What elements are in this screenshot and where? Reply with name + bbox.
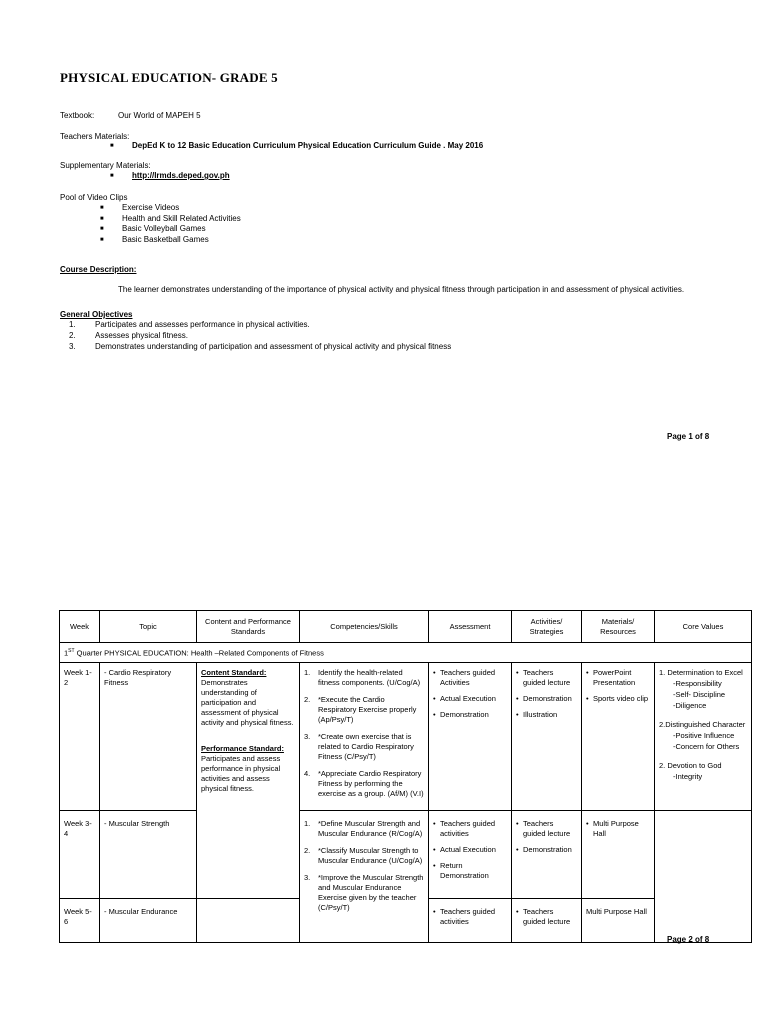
list-item: • Teachers guided lecture bbox=[516, 819, 577, 839]
table-row bbox=[60, 810, 752, 898]
list-item: ■ Basic Basketball Games bbox=[100, 234, 209, 244]
standards-empty-cell bbox=[197, 898, 300, 942]
competencies-cell bbox=[300, 662, 429, 810]
list-item: ■ Exercise Videos bbox=[100, 203, 180, 212]
square-bullet-icon: ■ bbox=[100, 215, 104, 222]
column-header: Content and Performance Standards bbox=[197, 611, 300, 643]
square-bullet-icon: ■ bbox=[100, 226, 104, 232]
list-item: 2. *Execute the Cardio Respiratory Exercise properly (Ap/Psy/T) bbox=[304, 694, 417, 724]
column-header: Core Values bbox=[655, 611, 752, 643]
list-item: 1. Participates and assesses performance in physical activities. bbox=[69, 320, 310, 329]
table-header-row bbox=[60, 611, 752, 643]
list-item: • Teachers guided activities bbox=[433, 819, 507, 839]
textbook-value: Our World of MAPEH 5 bbox=[118, 111, 201, 120]
list-item: • Teachers guided lecture bbox=[516, 668, 577, 688]
list-item: • Illustration bbox=[516, 710, 577, 720]
competencies-cell bbox=[300, 810, 429, 942]
table-row bbox=[60, 662, 752, 810]
page-number: Page 1 of 8 bbox=[667, 432, 710, 441]
supplementary-label: Supplementary Materials: bbox=[60, 161, 151, 170]
topic-cell: - Muscular Strength bbox=[100, 810, 197, 898]
week-cell: Week 1-2 bbox=[60, 662, 100, 810]
course-description-label: Course Description: bbox=[60, 265, 137, 274]
general-objectives-label: General Objectives bbox=[60, 310, 133, 319]
core-values-empty-cell bbox=[655, 810, 752, 942]
activities-cell bbox=[512, 898, 582, 942]
textbook-label: Textbook: bbox=[60, 111, 95, 120]
list-item: • Demonstration bbox=[516, 694, 577, 704]
list-item: • Teachers guided activities bbox=[433, 907, 507, 927]
column-header: Competencies/Skills bbox=[300, 611, 429, 643]
course-description-text: The learner demonstrates understanding of the importance of physical activity and physical fitness through participation in and assessment of physical activities. bbox=[118, 285, 685, 294]
list-item: • Return Demonstration bbox=[433, 861, 507, 881]
standards-cell: Content Standard: Demonstrates understanding of participation and assessment of physical activity and physical fitness. Performance Standard: Participates and assess performance in physical activities and assess physical fitness. bbox=[197, 662, 300, 898]
week-cell: Week 5-6 bbox=[60, 898, 100, 942]
pool-list bbox=[100, 203, 241, 245]
supplementary-item bbox=[110, 171, 230, 181]
activities-cell bbox=[512, 662, 582, 810]
list-item: • Actual Execution bbox=[433, 694, 507, 704]
square-bullet-icon: ■ bbox=[100, 236, 104, 243]
assessment-cell bbox=[429, 662, 512, 810]
curriculum-table bbox=[59, 610, 752, 943]
list-item: 3. *Improve the Muscular Strength and Muscular Endurance Exercise given by the teacher (C/Psy/T) bbox=[304, 872, 424, 912]
materials-cell bbox=[582, 810, 655, 898]
column-header: Week bbox=[60, 611, 100, 643]
document-title: PHYSICAL EDUCATION- GRADE 5 bbox=[60, 70, 278, 85]
materials-cell bbox=[582, 662, 655, 810]
week-cell: Week 3-4 bbox=[60, 810, 100, 898]
column-header: Assessment bbox=[429, 611, 512, 643]
list-item: 1. *Define Muscular Strength and Muscular Endurance (R/Cog/A) bbox=[304, 818, 423, 838]
list-item: • Multi Purpose Hall bbox=[586, 819, 650, 839]
list-item: • Sports video clip bbox=[586, 694, 650, 704]
core-values-cell: 1. Determination to Excel -Responsibility -Self- Discipline -Diligence 2.Distinguished Character -Positive Influence -Concern for Others 2. Devotion to God -Integrity bbox=[655, 662, 752, 810]
assessment-cell bbox=[429, 898, 512, 942]
list-item: • PowerPoint Presentation bbox=[586, 668, 650, 688]
quarter-heading: 1ST Quarter PHYSICAL EDUCATION: Health –Related Components of Fitness bbox=[60, 643, 752, 663]
square-bullet-icon: ■ bbox=[110, 173, 114, 179]
column-header: Materials/ Resources bbox=[582, 611, 655, 643]
objectives-list bbox=[69, 320, 451, 353]
list-item: 2. Assesses physical fitness. bbox=[69, 331, 188, 340]
list-item: 1. Identify the health-related fitness components. (U/Cog/A) bbox=[304, 667, 421, 687]
list-item: 3. *Create own exercise that is related to Cardio Respiratory Fitness (C/Psy/T) bbox=[304, 731, 414, 761]
list-item: 2. *Classify Muscular Strength to Muscular Endurance (U/Cog/A) bbox=[304, 845, 423, 865]
teachers-materials-label: Teachers Materials: bbox=[60, 132, 130, 141]
supplementary-link[interactable]: http://lrmds.deped.gov.ph bbox=[132, 171, 230, 180]
page-number: Page 2 of 8 bbox=[667, 935, 710, 944]
list-item: • Teachers guided lecture bbox=[516, 907, 577, 927]
list-item: • Demonstration bbox=[516, 845, 577, 855]
square-bullet-icon: ■ bbox=[110, 143, 114, 149]
list-item: ■ Basic Volleyball Games bbox=[100, 224, 206, 233]
list-item: ■ Health and Skill Related Activities bbox=[100, 213, 241, 223]
assessment-cell bbox=[429, 810, 512, 898]
list-item: • Actual Execution bbox=[433, 845, 507, 855]
topic-cell: - Muscular Endurance bbox=[100, 898, 197, 942]
activities-cell bbox=[512, 810, 582, 898]
teachers-materials-item: ■ DepEd K to 12 Basic Education Curriculum Physical Education Curriculum Guide . May 2016 bbox=[110, 141, 484, 150]
pool-label: Pool of Video Clips bbox=[60, 193, 128, 202]
list-item: 4. *Appreciate Cardio Respiratory Fitness by performing the exercise as a group. (Af/M) (V.I) bbox=[304, 768, 424, 798]
column-header: Topic bbox=[100, 611, 197, 643]
list-item: • Teachers guided Activities bbox=[433, 668, 507, 688]
topic-cell: - Cardio Respiratory Fitness bbox=[100, 662, 197, 810]
list-item: 3. Demonstrates understanding of participation and assessment of physical activity and physical fitness bbox=[69, 342, 452, 351]
square-bullet-icon: ■ bbox=[100, 205, 104, 211]
materials-cell: Multi Purpose Hall bbox=[582, 898, 655, 942]
column-header: Activities/ Strategies bbox=[512, 611, 582, 643]
list-item: • Demonstration bbox=[433, 710, 507, 720]
quarter-row bbox=[60, 643, 752, 663]
